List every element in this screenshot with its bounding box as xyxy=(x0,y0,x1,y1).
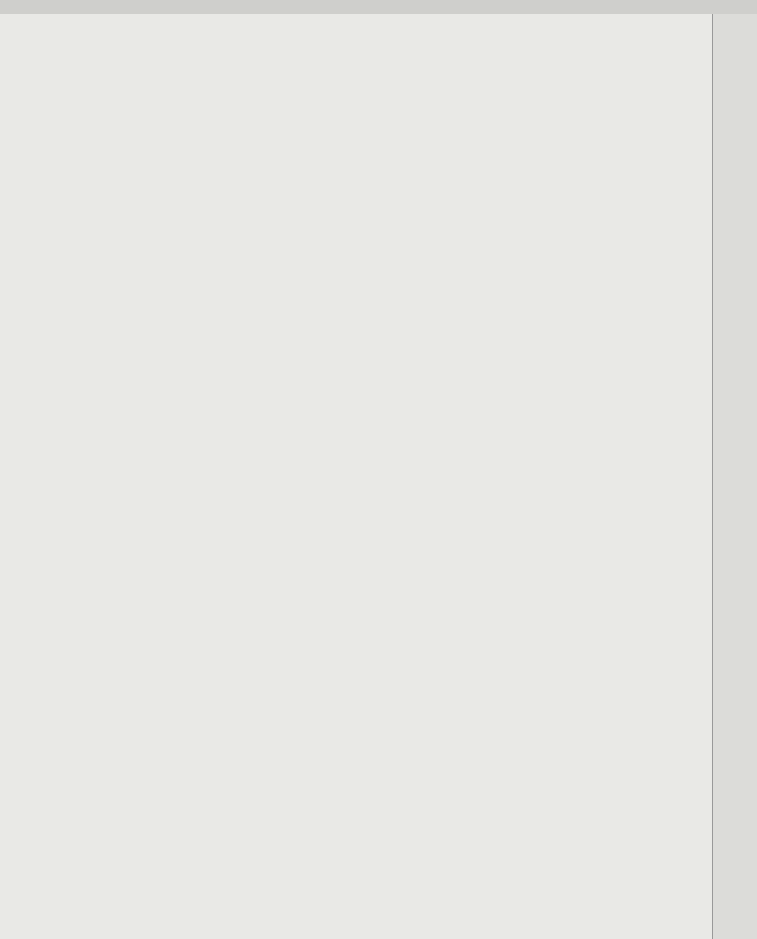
top-strip xyxy=(0,0,757,14)
census-table xyxy=(36,138,716,878)
adjacent-page xyxy=(712,14,757,939)
